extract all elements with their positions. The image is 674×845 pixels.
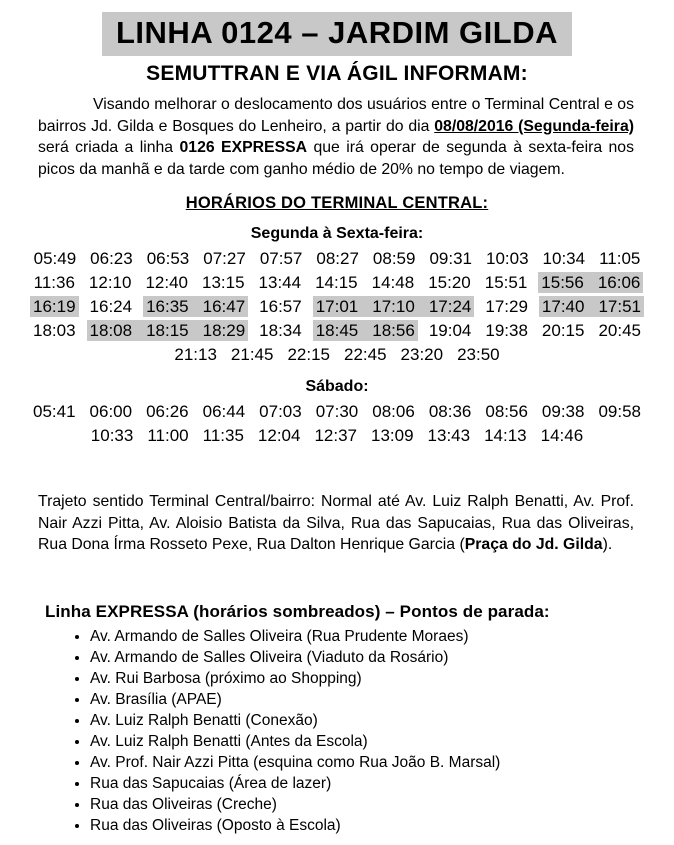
time-gap bbox=[333, 344, 341, 365]
departure-time: 14:15 bbox=[315, 273, 358, 293]
departure-time: 16:24 bbox=[89, 297, 133, 317]
time-gap bbox=[79, 401, 87, 422]
stop-item: • Rua das Oliveiras (Oposto à Escola) bbox=[90, 815, 674, 836]
departure-time: 07:03 bbox=[259, 402, 302, 422]
time-gap bbox=[417, 425, 425, 446]
departure-time: 05:41 bbox=[32, 402, 76, 422]
departure-time: 07:27 bbox=[203, 249, 246, 269]
time-gap bbox=[587, 296, 595, 317]
time-gap bbox=[247, 425, 255, 446]
departure-time: 18:08 bbox=[87, 320, 136, 341]
departure-time: 07:57 bbox=[259, 249, 303, 269]
time-gap bbox=[305, 401, 313, 422]
departure-time: 19:04 bbox=[428, 321, 472, 341]
departure-time: 18:56 bbox=[369, 320, 418, 341]
time-row bbox=[0, 294, 674, 318]
time-row bbox=[0, 342, 674, 366]
page-subtitle: SEMUTTRAN E VIA ÁGIL INFORMAM: bbox=[146, 62, 528, 85]
departure-time: 22:15 bbox=[287, 345, 330, 365]
departure-time: 18:34 bbox=[259, 321, 302, 341]
departure-time: 05:49 bbox=[33, 249, 77, 269]
time-gap bbox=[587, 401, 595, 422]
time-gap bbox=[475, 248, 483, 269]
time-gap bbox=[360, 425, 368, 446]
time-gap bbox=[473, 425, 481, 446]
time-row bbox=[0, 318, 674, 342]
departure-time: 18:15 bbox=[143, 320, 192, 341]
departure-time: 18:29 bbox=[200, 320, 249, 341]
page-title: LINHA 0124 – JARDIM GILDA bbox=[102, 12, 572, 56]
time-row bbox=[0, 246, 674, 270]
time-gap bbox=[305, 296, 313, 317]
departure-time: 19:38 bbox=[485, 321, 528, 341]
departure-time: 10:34 bbox=[542, 249, 586, 269]
departure-time: 18:45 bbox=[313, 320, 362, 341]
time-gap bbox=[192, 401, 200, 422]
departure-time: 12:40 bbox=[145, 273, 188, 293]
departure-time: 17:24 bbox=[426, 296, 475, 317]
departure-time: 13:15 bbox=[202, 273, 245, 293]
time-gap bbox=[530, 272, 538, 293]
stop-item: • Rua das Oliveiras (Creche) bbox=[90, 794, 674, 815]
departure-time: 06:53 bbox=[146, 249, 190, 269]
time-row bbox=[0, 270, 674, 294]
departure-time: 06:00 bbox=[89, 402, 133, 422]
departure-time: 22:45 bbox=[344, 345, 387, 365]
departure-time: 16:19 bbox=[30, 296, 79, 317]
time-gap bbox=[220, 344, 228, 365]
departure-time: 07:30 bbox=[315, 402, 359, 422]
departure-time: 18:03 bbox=[32, 321, 76, 341]
departure-time: 17:40 bbox=[539, 296, 588, 317]
time-gap bbox=[248, 320, 256, 341]
time-gap bbox=[135, 320, 143, 341]
stop-item: • Av. Armando de Salles Oliveira (Viaduto da Rosário) bbox=[90, 647, 674, 668]
stop-item: • Av. Prof. Nair Azzi Pitta (esquina como Rua João B. Marsal) bbox=[90, 752, 674, 773]
title-band bbox=[0, 0, 674, 56]
time-row bbox=[0, 399, 674, 423]
route-paragraph bbox=[38, 491, 634, 556]
time-gap bbox=[191, 272, 199, 293]
time-gap bbox=[418, 296, 426, 317]
departure-time: 15:20 bbox=[428, 273, 471, 293]
time-gap bbox=[135, 401, 143, 422]
time-gap bbox=[192, 296, 200, 317]
departure-time: 14:13 bbox=[484, 426, 527, 446]
departure-time: 23:50 bbox=[457, 345, 500, 365]
time-gap bbox=[192, 425, 200, 446]
text-segment: 08/08/2016 (Segunda-feira) bbox=[434, 117, 634, 135]
departure-time: 17:10 bbox=[369, 296, 418, 317]
time-gap bbox=[78, 272, 86, 293]
express-stops-list bbox=[0, 626, 674, 836]
schedule-heading: HORÁRIOS DO TERMINAL CENTRAL: bbox=[185, 194, 489, 212]
departure-time: 17:01 bbox=[313, 296, 362, 317]
time-gap bbox=[79, 248, 87, 269]
text-segment: 0126 EXPRESSA bbox=[179, 139, 308, 156]
text-segment: Trajeto sentido Terminal Central/bairro: Normal até Av. Luiz Ralph Benatti, Av. Prof. Nair Azzi Pitta, Av. Aloisio Batista da Silva, Rua das Sapucaias, Rua das Oliveiras, Rua Dona Írma Rosseto Pexe, Rua Dalton Henrique Garcia ( bbox=[38, 493, 634, 553]
time-row bbox=[0, 423, 674, 447]
time-gap bbox=[305, 320, 313, 341]
time-gap bbox=[79, 320, 87, 341]
time-gap bbox=[79, 296, 87, 317]
time-gap bbox=[417, 272, 425, 293]
time-gap bbox=[418, 401, 426, 422]
text-segment: Visando melhorar o deslocamento dos usuários entre o Terminal Central e os bairros Jd. Gilda e Bosques do Lenheiro, a partir do dia bbox=[38, 96, 634, 135]
departure-time: 11:05 bbox=[599, 249, 641, 269]
departure-time: 15:51 bbox=[484, 273, 528, 293]
departure-time: 15:56 bbox=[538, 272, 587, 293]
departure-time: 08:06 bbox=[372, 402, 415, 422]
departure-time: 23:20 bbox=[400, 345, 444, 365]
intro-paragraph bbox=[38, 94, 634, 180]
departure-time: 06:26 bbox=[146, 402, 189, 422]
departure-time: 16:57 bbox=[259, 297, 302, 317]
departure-time: 12:37 bbox=[314, 426, 357, 446]
time-gap bbox=[248, 272, 256, 293]
departure-time: 11:00 bbox=[147, 426, 189, 446]
time-gap bbox=[531, 320, 539, 341]
text-segment: que irá operar de segunda à sexta-feira nos picos da manhã e da tarde com ganho médio de 20% no tempo de viagem. bbox=[38, 139, 634, 178]
departure-time: 20:45 bbox=[598, 321, 641, 341]
departure-time: 21:13 bbox=[174, 345, 217, 365]
time-gap bbox=[474, 272, 482, 293]
departure-time: 09:31 bbox=[429, 249, 472, 269]
time-gap bbox=[587, 320, 595, 341]
weekday-label: Segunda à Sexta-feira: bbox=[250, 225, 424, 242]
time-gap bbox=[588, 248, 596, 269]
departure-time: 13:43 bbox=[427, 426, 471, 446]
departure-time: 09:38 bbox=[541, 402, 585, 422]
weekday-times-grid bbox=[0, 246, 674, 366]
time-gap bbox=[530, 425, 538, 446]
time-gap bbox=[474, 401, 482, 422]
time-gap bbox=[249, 248, 257, 269]
text-segment: Praça do Jd. Gilda bbox=[464, 536, 603, 553]
text-segment: será criada a linha bbox=[38, 139, 180, 156]
time-gap bbox=[136, 248, 144, 269]
time-gap bbox=[136, 425, 144, 446]
departure-time: 13:44 bbox=[258, 273, 302, 293]
time-gap bbox=[192, 248, 200, 269]
departure-time: 08:36 bbox=[428, 402, 472, 422]
departure-time: 12:10 bbox=[88, 273, 132, 293]
departure-time: 10:33 bbox=[90, 426, 134, 446]
time-gap bbox=[135, 296, 143, 317]
departure-time: 10:03 bbox=[486, 249, 529, 269]
stop-item: • Av. Rui Barbosa (próximo ao Shopping) bbox=[90, 668, 674, 689]
stop-item: • Av. Armando de Salles Oliveira (Rua Prudente Moraes) bbox=[90, 626, 674, 647]
express-stops-heading: Linha EXPRESSA (horários sombreados) – Pontos de parada: bbox=[45, 601, 550, 621]
time-gap bbox=[418, 320, 426, 341]
time-gap bbox=[474, 296, 482, 317]
departure-time: 20:15 bbox=[541, 321, 585, 341]
departure-time: 13:09 bbox=[371, 426, 414, 446]
stop-item: • Av. Brasília (APAE) bbox=[90, 689, 674, 710]
time-gap bbox=[361, 401, 369, 422]
time-gap bbox=[276, 344, 284, 365]
departure-time: 08:27 bbox=[316, 249, 359, 269]
time-gap bbox=[134, 272, 142, 293]
time-gap bbox=[192, 320, 200, 341]
time-gap bbox=[303, 425, 311, 446]
departure-time: 16:47 bbox=[200, 296, 249, 317]
time-gap bbox=[248, 296, 256, 317]
stop-item: • Av. Luiz Ralph Benatti (Conexão) bbox=[90, 710, 674, 731]
time-gap bbox=[304, 272, 312, 293]
departure-time: 14:46 bbox=[540, 426, 584, 446]
departure-time: 17:51 bbox=[595, 296, 644, 317]
saturday-times-grid bbox=[0, 399, 674, 447]
departure-time: 06:23 bbox=[90, 249, 133, 269]
departure-time: 06:44 bbox=[202, 402, 246, 422]
saturday-label: Sábado: bbox=[305, 378, 369, 395]
time-gap bbox=[531, 401, 539, 422]
time-gap bbox=[390, 344, 398, 365]
stop-item: • Av. Luiz Ralph Benatti (Antes da Escola) bbox=[90, 731, 674, 752]
time-gap bbox=[361, 272, 369, 293]
time-gap bbox=[305, 248, 313, 269]
time-gap bbox=[362, 248, 370, 269]
time-gap bbox=[361, 296, 369, 317]
time-gap bbox=[587, 272, 595, 293]
stop-item: • Rua das Sapucaias (Área de lazer) bbox=[90, 773, 674, 794]
departure-time: 16:35 bbox=[143, 296, 192, 317]
departure-time: 08:59 bbox=[372, 249, 416, 269]
departure-time: 14:48 bbox=[371, 273, 415, 293]
time-gap bbox=[531, 296, 539, 317]
time-gap bbox=[361, 320, 369, 341]
time-gap bbox=[474, 320, 482, 341]
time-gap bbox=[532, 248, 540, 269]
text-segment: ). bbox=[602, 536, 613, 553]
departure-time: 09:58 bbox=[598, 402, 641, 422]
departure-time: 11:35 bbox=[202, 426, 244, 446]
time-gap bbox=[248, 401, 256, 422]
departure-time: 21:45 bbox=[230, 345, 274, 365]
departure-time: 17:29 bbox=[485, 297, 528, 317]
time-gap bbox=[446, 344, 454, 365]
departure-time: 16:06 bbox=[595, 272, 644, 293]
departure-time: 11:36 bbox=[33, 273, 75, 293]
departure-time: 12:04 bbox=[257, 426, 301, 446]
time-gap bbox=[418, 248, 426, 269]
departure-time: 08:56 bbox=[485, 402, 528, 422]
